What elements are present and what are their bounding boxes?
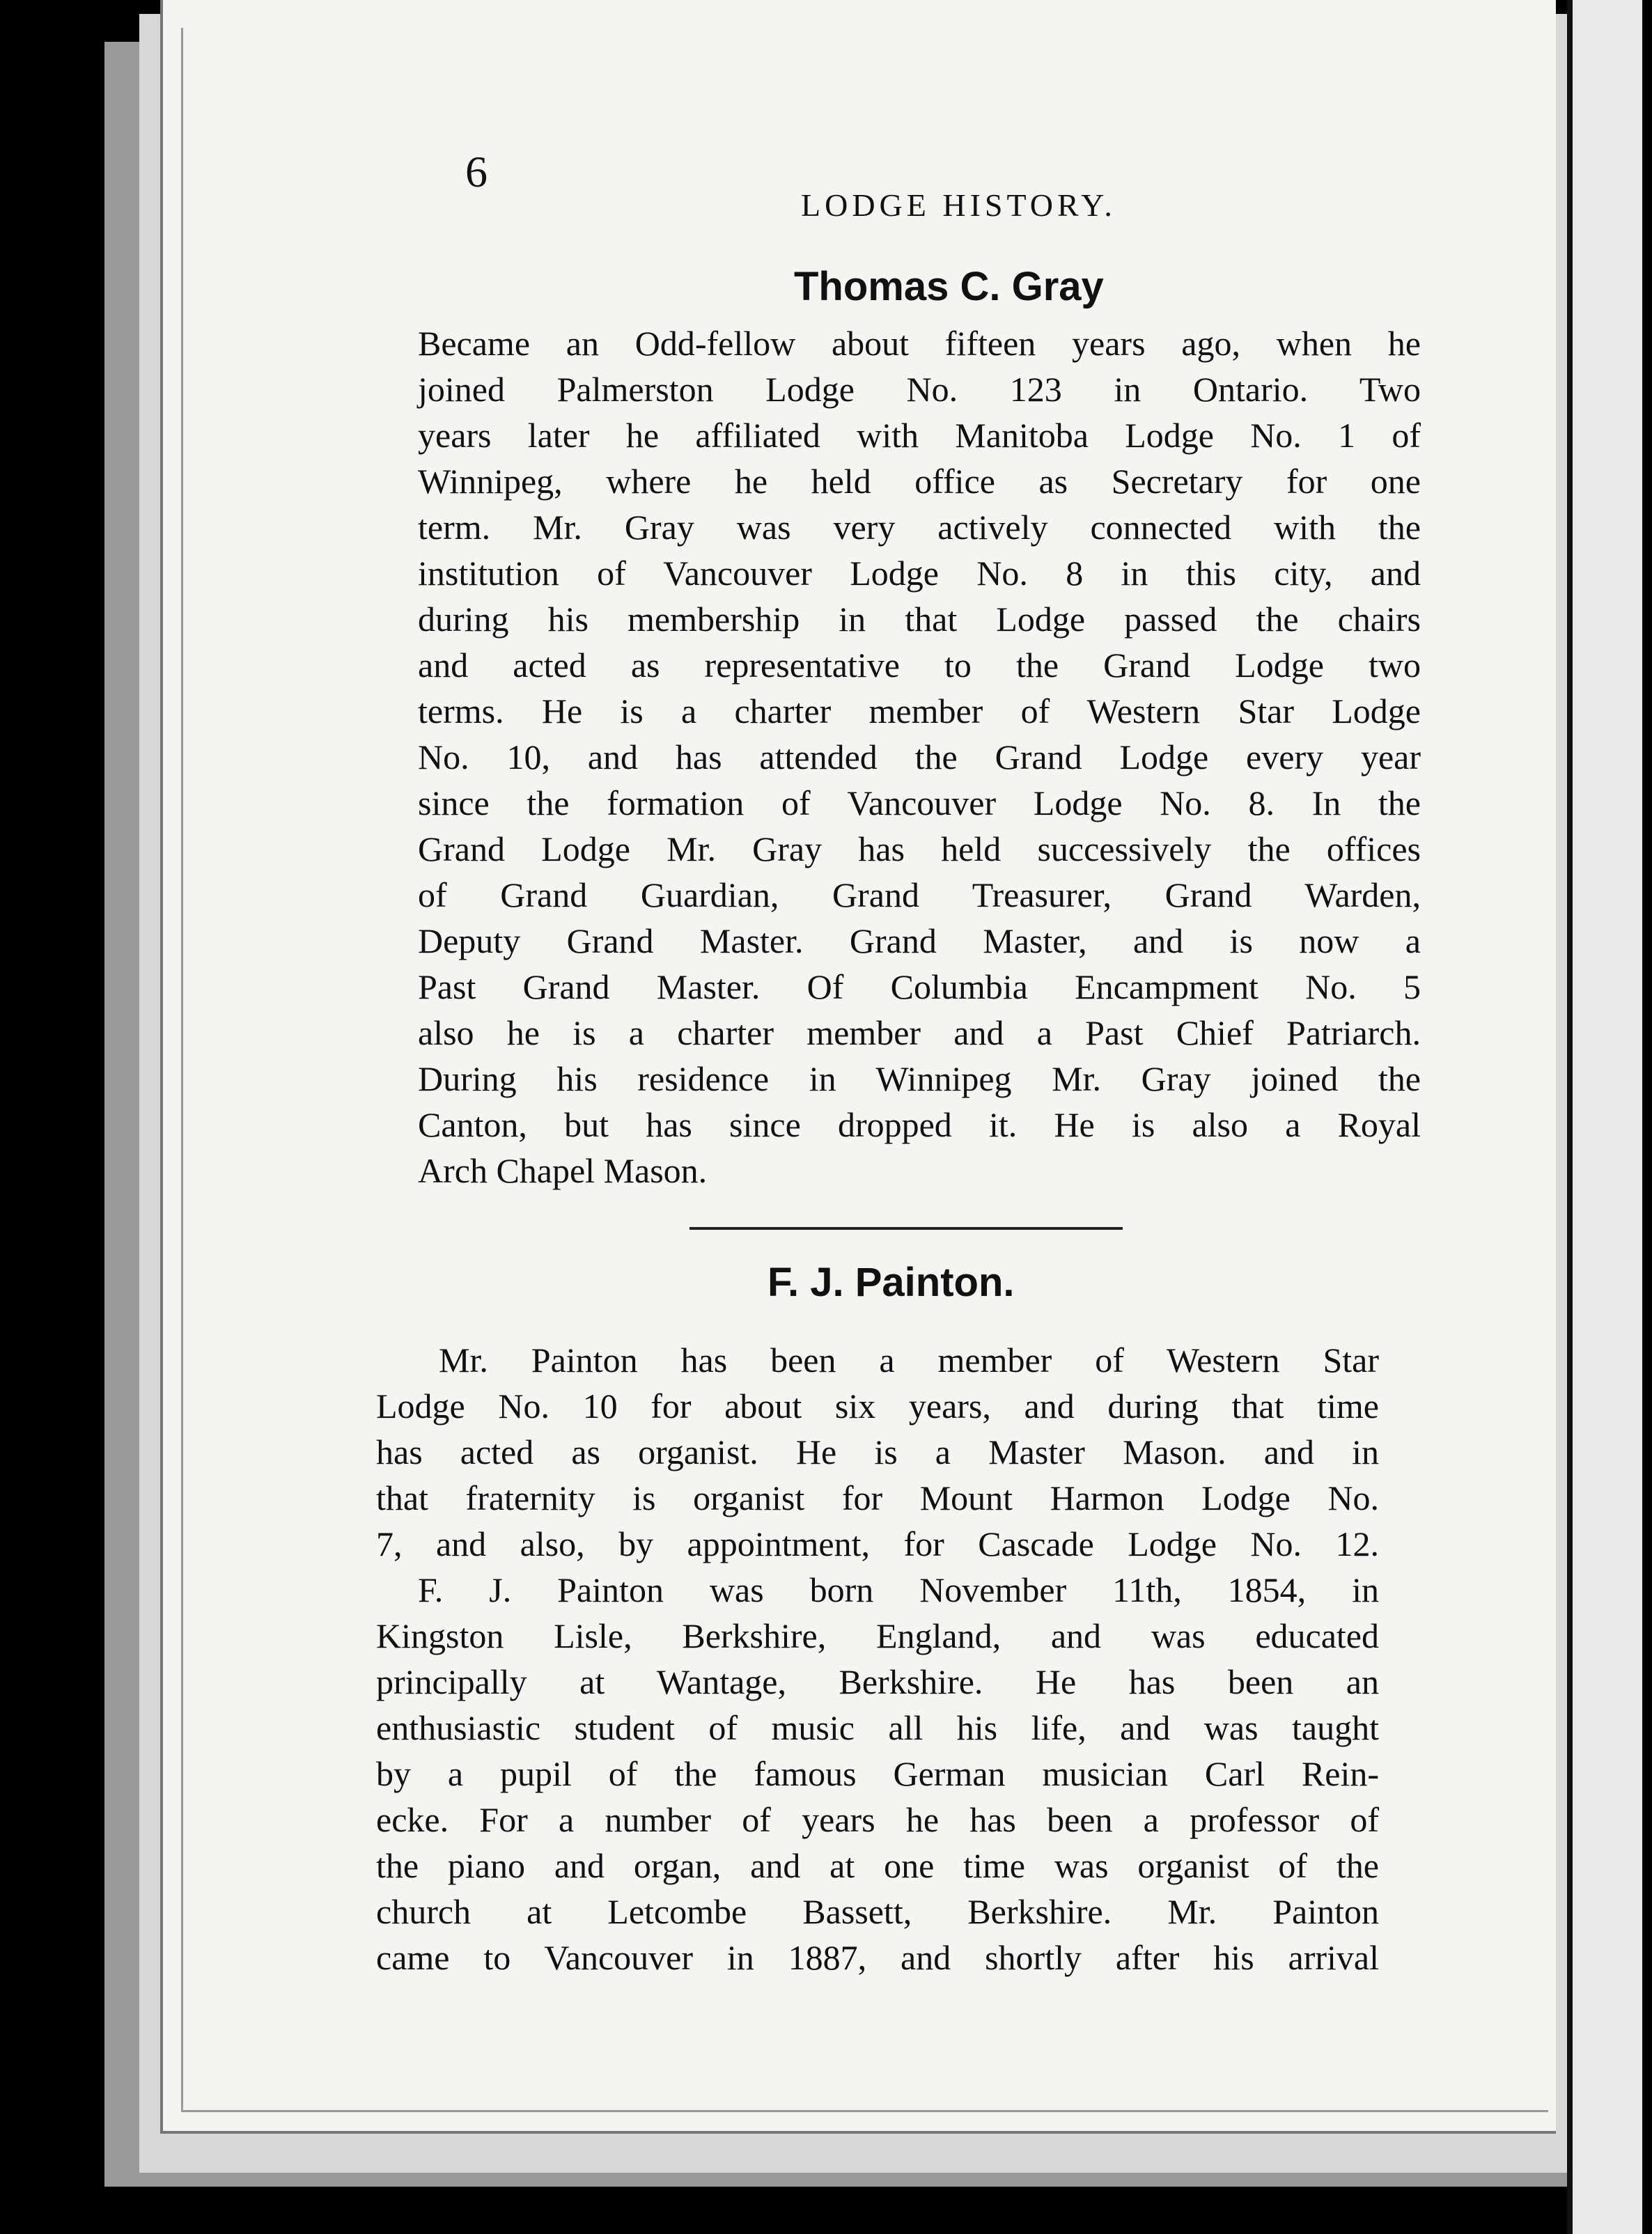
text-line: enthusiastic student of music all his life, and was taught: [376, 1708, 1379, 1747]
text-line: Deputy Grand Master. Grand Master, and is now a: [418, 921, 1421, 960]
text-line: joined Palmerston Lodge No. 123 in Ontario. Two: [418, 370, 1421, 409]
running-head: LODGE HISTORY.: [801, 187, 1116, 223]
text-line: years later he affiliated with Manitoba Lodge No. 1 of: [418, 416, 1421, 455]
text-line: has acted as organist. He is a Master Mason. and in: [376, 1432, 1379, 1471]
page-number: 6: [465, 147, 488, 196]
text-line: principally at Wantage, Berkshire. He has been an: [376, 1662, 1379, 1701]
text-line: Lodge No. 10 for about six years, and during that time: [376, 1387, 1379, 1425]
text-line: also he is a charter member and a Past Chief Patriarch.: [418, 1013, 1421, 1052]
section-body-thomas-gray: [418, 320, 1421, 1194]
text-line: the piano and organ, and at one time was organist of the: [376, 1846, 1379, 1885]
text-line: 7, and also, by appointment, for Cascade Lodge No. 12.: [376, 1524, 1379, 1563]
text-line: of Grand Guardian, Grand Treasurer, Grand Warden,: [418, 875, 1421, 914]
text-line: Canton, but has since dropped it. He is also a Royal: [418, 1105, 1421, 1144]
text-line: Grand Lodge Mr. Gray has held successively the offices: [418, 829, 1421, 868]
text-line: came to Vancouver in 1887, and shortly after his arrival: [376, 1938, 1379, 1977]
section-title-fj-painton: F. J. Painton.: [767, 1260, 1015, 1305]
text-line: Mr. Painton has been a member of Western Star: [439, 1341, 1379, 1380]
text-line: Kingston Lisle, Berkshire, England, and was educated: [376, 1616, 1379, 1655]
text-line: by a pupil of the famous German musician Carl Rein-: [376, 1754, 1379, 1793]
text-line: F. J. Painton was born November 11th, 1854, in: [418, 1570, 1379, 1609]
section-divider-rule: [689, 1227, 1123, 1230]
text-line: Became an Odd-fellow about fifteen years ago, when he: [418, 324, 1421, 363]
text-line: that fraternity is organist for Mount Harmon Lodge No.: [376, 1478, 1379, 1517]
text-line: term. Mr. Gray was very actively connected with the: [418, 508, 1421, 547]
text-line: institution of Vancouver Lodge No. 8 in this city, and: [418, 554, 1421, 593]
text-line: church at Letcombe Bassett, Berkshire. Mr. Painton: [376, 1892, 1379, 1931]
text-line: ecke. For a number of years he has been a professor of: [376, 1800, 1379, 1839]
section-title-thomas-gray: Thomas C. Gray: [794, 264, 1104, 309]
text-line: terms. He is a charter member of Western Star Lodge: [418, 692, 1421, 731]
section-body-fj-painton: [376, 1337, 1379, 1981]
text-line: Winnipeg, where he held office as Secretary for one: [418, 462, 1421, 501]
text-line: Past Grand Master. Of Columbia Encampment No. 5: [418, 967, 1421, 1006]
text-line: Arch Chapel Mason.: [418, 1151, 708, 1190]
text-line: During his residence in Winnipeg Mr. Gray joined the: [418, 1059, 1421, 1098]
text-line: since the formation of Vancouver Lodge No. 8. In the: [418, 783, 1421, 822]
text-line: during his membership in that Lodge passed the chairs: [418, 600, 1421, 639]
facing-page-edge: [1567, 0, 1642, 2234]
text-line: and acted as representative to the Grand Lodge two: [418, 646, 1421, 685]
text-line: No. 10, and has attended the Grand Lodge every year: [418, 737, 1421, 776]
